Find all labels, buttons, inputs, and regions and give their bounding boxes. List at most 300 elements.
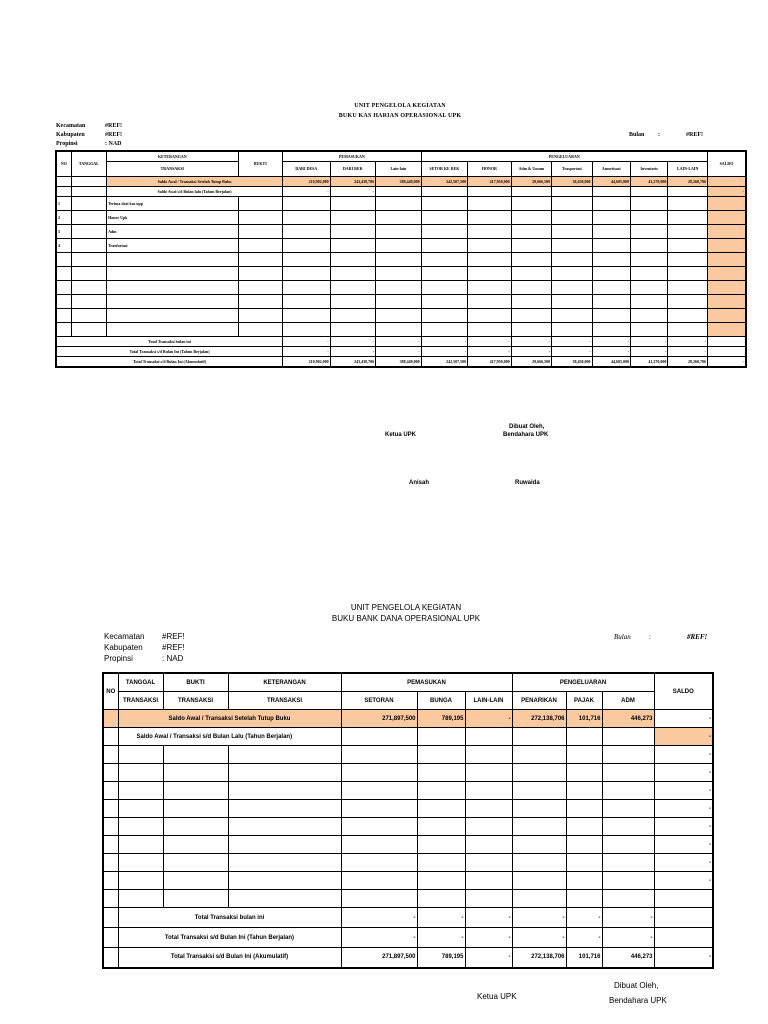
table-cell: [654, 928, 713, 948]
row-label: Adm: [107, 225, 239, 239]
table-cell: [376, 267, 422, 281]
table-cell: [566, 872, 602, 890]
table-cell: [341, 764, 417, 782]
total-bulan-row: [56, 337, 746, 347]
total2-tahun-row: [103, 928, 713, 948]
table-cell: [511, 239, 551, 253]
table-cell: [668, 295, 708, 309]
table-cell: [707, 309, 746, 323]
table-cell: [468, 197, 511, 211]
table-cell: -: [552, 337, 592, 347]
table-cell: [511, 225, 551, 239]
opening-value: 243,438,706: [330, 177, 376, 187]
table-cell: [118, 890, 163, 908]
hdr-col: SETOR KE REK: [421, 162, 468, 177]
opening-value: 242,507,500: [421, 177, 468, 187]
opening2-value: 789,195: [417, 710, 465, 728]
table-cell: [283, 295, 331, 309]
table-cell: [341, 818, 417, 836]
table-cell: [592, 309, 630, 323]
table-row: [56, 211, 746, 225]
table-cell: [376, 197, 422, 211]
table-cell: -: [707, 187, 746, 197]
table-cell: [163, 746, 228, 764]
table-cell: [376, 309, 422, 323]
table-cell: [630, 281, 667, 295]
table-cell: [512, 890, 566, 908]
table-row: [56, 225, 746, 239]
table-cell: [421, 323, 468, 337]
kas-harian-table: [55, 150, 747, 368]
opening-label: Saldo Awal / Transaksi Setelah Tutup Buku: [107, 177, 283, 187]
table-cell: [228, 800, 341, 818]
table-cell: [103, 948, 118, 968]
opening-row: [56, 177, 746, 187]
meta2-kabupaten-label: Kabupaten: [104, 643, 143, 652]
table-cell: -: [341, 928, 417, 948]
table-cell: [468, 295, 511, 309]
table-cell: [228, 818, 341, 836]
table-cell: [376, 281, 422, 295]
hdr-col: DARI DESA: [283, 162, 331, 177]
total2-tahun-label: Total Transaksi s/d Bulan Ini (Tahun Berjalan): [118, 928, 341, 948]
table-cell: -: [602, 928, 654, 948]
table-cell: [330, 309, 376, 323]
table-cell: [238, 239, 283, 253]
table-cell: [376, 323, 422, 337]
table-cell: [238, 281, 283, 295]
table-cell: [238, 267, 283, 281]
table-cell: [283, 267, 331, 281]
opening-value: 28,260,706: [668, 177, 708, 187]
table-cell: [707, 225, 746, 239]
table-cell: [552, 267, 592, 281]
table-row: [103, 746, 713, 764]
table-cell: [330, 281, 376, 295]
table-cell: -: [376, 337, 422, 347]
table-cell: [630, 225, 667, 239]
table-cell: -: [592, 347, 630, 357]
hdr-tanggal: TANGGAL: [71, 151, 106, 177]
table-cell: 3: [56, 225, 71, 239]
table-cell: [630, 197, 667, 211]
table-cell: 4: [56, 239, 71, 253]
table-cell: -: [511, 347, 551, 357]
meta2-propinsi-label: Propinsi: [104, 654, 133, 663]
table-cell: [71, 295, 106, 309]
table-cell: [421, 309, 468, 323]
table-cell: [341, 800, 417, 818]
table-cell: [468, 239, 511, 253]
table-cell: [71, 197, 106, 211]
table-cell: [103, 872, 118, 890]
table-cell: [118, 872, 163, 890]
table-row: [103, 800, 713, 818]
hdr2-keterangan: KETERANGAN: [228, 673, 341, 692]
table-cell: [238, 225, 283, 239]
table-cell: [602, 782, 654, 800]
table-cell: [163, 782, 228, 800]
table-cell: [511, 267, 551, 281]
table-cell: [103, 854, 118, 872]
opening2-value: -: [465, 710, 512, 728]
table-cell: -: [421, 337, 468, 347]
table-cell: [417, 854, 465, 872]
hdr2-col: LAIN-LAIN: [465, 692, 512, 710]
table-cell: [668, 239, 708, 253]
table-cell: [228, 872, 341, 890]
table-cell: 44,605,000: [592, 357, 630, 368]
hdr-pengeluaran: PENGELUARAN: [421, 151, 707, 162]
bank-table: [102, 672, 714, 969]
table-cell: [468, 211, 511, 225]
table-cell: [592, 225, 630, 239]
opening-value: 41,270,000: [630, 177, 667, 187]
table-cell: [566, 836, 602, 854]
table-cell: [668, 281, 708, 295]
table-cell: [71, 177, 106, 187]
hdr-saldo: SALDO: [707, 151, 746, 177]
table-cell: [707, 323, 746, 337]
total-bulan-label: Total Transaksi bulan ini: [56, 337, 283, 347]
table-cell: -: [654, 854, 713, 872]
total2-akumulatif-row: [103, 948, 713, 968]
table-cell: [421, 253, 468, 267]
meta-kecamatan-value: #REF!: [105, 123, 122, 129]
table-cell: [163, 836, 228, 854]
table-cell: [56, 253, 71, 267]
table-cell: -: [654, 710, 713, 728]
meta-kecamatan-label: Kecamatan: [56, 123, 86, 129]
table-cell: [602, 728, 654, 746]
table-cell: 41,270,000: [630, 357, 667, 368]
table-cell: -: [630, 337, 667, 347]
table-cell: -: [283, 187, 331, 197]
table-cell: -: [330, 337, 376, 347]
table-cell: [417, 728, 465, 746]
table-cell: [566, 746, 602, 764]
hdr2-pengeluaran: PENGELUARAN: [512, 673, 654, 692]
table-cell: [512, 854, 566, 872]
table-cell: 2: [56, 211, 71, 225]
table-cell: [468, 267, 511, 281]
table-cell: [283, 323, 331, 337]
hdr2-pemasukan: PEMASUKAN: [341, 673, 512, 692]
hdr2-col: PENARIKAN: [512, 692, 566, 710]
table-row: [103, 818, 713, 836]
table-cell: [465, 800, 512, 818]
meta2-kecamatan-value: #REF!: [162, 632, 185, 641]
table-cell: [552, 187, 592, 197]
table-cell: [602, 800, 654, 818]
hdr2-col: PAJAK: [566, 692, 602, 710]
table-row: [103, 872, 713, 890]
table-cell: [330, 295, 376, 309]
table-cell: -: [654, 872, 713, 890]
table-cell: [602, 746, 654, 764]
table-row: [103, 854, 713, 872]
table-cell: [592, 211, 630, 225]
table-cell: [163, 800, 228, 818]
table-cell: [341, 890, 417, 908]
table-cell: [512, 800, 566, 818]
table-cell: [512, 872, 566, 890]
table-cell: [238, 295, 283, 309]
table-cell: -: [654, 818, 713, 836]
table-cell: -: [465, 928, 512, 948]
hdr-keterangan: KETERANGAN: [107, 151, 239, 162]
table-cell: [552, 309, 592, 323]
table-cell: [511, 295, 551, 309]
table-cell: 789,195: [417, 948, 465, 968]
meta-kabupaten-label: Kabupaten: [56, 132, 85, 138]
hdr-col: Amortisasi: [592, 162, 630, 177]
sign2-ketua: Ketua UPK: [477, 992, 517, 1001]
table-cell: [103, 782, 118, 800]
table-cell: [417, 872, 465, 890]
opening2-row: [103, 710, 713, 728]
table-cell: [118, 746, 163, 764]
report1-subtitle: BUKU KAS HARIAN OPERASIONAL UPK: [338, 113, 462, 119]
table-cell: -: [283, 337, 331, 347]
table-cell: [512, 728, 566, 746]
table-cell: [552, 225, 592, 239]
table-cell: [668, 211, 708, 225]
table-cell: [707, 197, 746, 211]
table-cell: -: [707, 357, 746, 368]
opening2-value: 272,138,706: [512, 710, 566, 728]
table-cell: [71, 225, 106, 239]
table-cell: [707, 267, 746, 281]
table-cell: -: [512, 908, 566, 928]
opening2-value: 446,273: [602, 710, 654, 728]
table-cell: [465, 818, 512, 836]
table-cell: [376, 225, 422, 239]
table-cell: -: [376, 347, 422, 357]
table-cell: [512, 818, 566, 836]
table-cell: [341, 872, 417, 890]
total-akumulatif-label: Total Transaksi s/d Bulan Ini (Akumulatif): [56, 357, 283, 368]
table-cell: [56, 295, 71, 309]
table-cell: [566, 782, 602, 800]
table-cell: 101,716: [566, 948, 602, 968]
table-cell: [566, 890, 602, 908]
table-cell: [103, 818, 118, 836]
table-cell: [468, 187, 511, 197]
table-cell: [163, 764, 228, 782]
table-cell: [566, 764, 602, 782]
hdr2-col: BUNGA: [417, 692, 465, 710]
table-cell: 28,260,706: [668, 357, 708, 368]
table-cell: [668, 323, 708, 337]
sign1-dibuat: Dibuat Oleh,: [509, 424, 545, 430]
table-cell: [566, 818, 602, 836]
hdr2-col: SETORAN: [341, 692, 417, 710]
hdr-bukti: BUKTI: [238, 151, 283, 177]
table-cell: [421, 187, 468, 197]
hdr2-transaksi: TRANSAKSI: [228, 692, 341, 710]
table-cell: -: [654, 728, 713, 746]
table-cell: [107, 267, 239, 281]
table-cell: [56, 267, 71, 281]
table-cell: [465, 728, 512, 746]
table-cell: [511, 323, 551, 337]
meta2-kecamatan-label: Kecamatan: [104, 632, 145, 641]
table-cell: [417, 764, 465, 782]
hdr2-col: ADM: [602, 692, 654, 710]
bulan-colon: :: [658, 132, 660, 138]
sign2-dibuat: Dibuat Oleh,: [614, 981, 659, 990]
opening2-value: 101,716: [566, 710, 602, 728]
opening-value: 210,902,000: [283, 177, 331, 187]
table-cell: -: [654, 948, 713, 968]
total-tahun-row: [56, 347, 746, 357]
table-cell: [592, 197, 630, 211]
report2-title: UNIT PENGELOLA KEGIATAN: [350, 603, 462, 612]
table-cell: [707, 281, 746, 295]
table-cell: [511, 253, 551, 267]
table-cell: 417,950,000: [468, 357, 511, 368]
total2-akumulatif-label: Total Transaksi s/d Bulan Ini (Akumulatif): [118, 948, 341, 968]
hdr-col: Lain-lain: [376, 162, 422, 177]
table-cell: [103, 928, 118, 948]
table-cell: [552, 295, 592, 309]
table-cell: [118, 764, 163, 782]
table-cell: [552, 281, 592, 295]
table-cell: [511, 211, 551, 225]
table-cell: -: [654, 800, 713, 818]
table-cell: [118, 836, 163, 854]
table-cell: [103, 764, 118, 782]
opening2-value: 271,897,500: [341, 710, 417, 728]
table-row: [56, 239, 746, 253]
hdr2-tanggal: TANGGAL: [118, 673, 163, 692]
table-cell: [376, 295, 422, 309]
hdr-col: DARI REK: [330, 162, 376, 177]
table-cell: [56, 187, 71, 197]
table-cell: [468, 323, 511, 337]
hdr-col: LAIN-LAIN: [668, 162, 708, 177]
table-cell: -: [654, 764, 713, 782]
total-tahun-label: Total Transaksi s/d Bulan Ini (Tahun Berjalan): [56, 347, 283, 357]
hdr2-transaksi: TRANSAKSI: [163, 692, 228, 710]
table-cell: [103, 710, 118, 728]
table-cell: [602, 854, 654, 872]
row-label: Terima dari kas upp: [107, 197, 239, 211]
table-cell: -: [341, 908, 417, 928]
total-akumulatif-row: [56, 357, 746, 368]
report1-title: UNIT PENGELOLA KEGIATAN: [354, 103, 446, 109]
table-cell: [228, 782, 341, 800]
table-cell: [512, 746, 566, 764]
table-cell: [163, 854, 228, 872]
table-cell: [592, 239, 630, 253]
total2-bulan-label: Total Transaksi bulan ini: [118, 908, 341, 928]
table-cell: [417, 818, 465, 836]
table-cell: [417, 836, 465, 854]
bulan-value: #REF!: [686, 132, 703, 138]
table-cell: 1: [56, 197, 71, 211]
table-cell: [283, 211, 331, 225]
table-cell: [511, 309, 551, 323]
table-cell: -: [330, 187, 376, 197]
table-cell: [592, 281, 630, 295]
table-cell: [566, 728, 602, 746]
table-cell: [465, 782, 512, 800]
table-cell: [707, 253, 746, 267]
table-cell: [283, 281, 331, 295]
table-cell: 272,138,706: [512, 948, 566, 968]
total2-bulan-row: [103, 908, 713, 928]
table-cell: 446,273: [602, 948, 654, 968]
table-cell: [103, 890, 118, 908]
opening2-label: Saldo Awal / Transaksi Setelah Tutup Buku: [118, 710, 341, 728]
opening-value: 29,666,500: [511, 177, 551, 187]
table-cell: [707, 211, 746, 225]
hdr-col: HONOR: [468, 162, 511, 177]
table-cell: [163, 818, 228, 836]
table-cell: -: [654, 746, 713, 764]
table-cell: [228, 836, 341, 854]
table-cell: -: [512, 928, 566, 948]
table-row: [103, 782, 713, 800]
table-cell: [592, 187, 630, 197]
table-cell: [283, 239, 331, 253]
bulan-label: Bulan: [629, 132, 645, 138]
table-cell: [417, 746, 465, 764]
table-cell: [465, 854, 512, 872]
table-cell: [668, 267, 708, 281]
saldo-awal-row: [56, 187, 746, 197]
table-cell: [238, 323, 283, 337]
hdr-transaksi: TRANSAKSI: [107, 162, 239, 177]
opening-value: 417,950,000: [468, 177, 511, 187]
table-cell: [341, 836, 417, 854]
table-cell: [602, 818, 654, 836]
hdr-col: Inventaris: [630, 162, 667, 177]
table-cell: -: [417, 908, 465, 928]
table-cell: [421, 211, 468, 225]
table-cell: [330, 323, 376, 337]
table-cell: [468, 309, 511, 323]
table-cell: [654, 908, 713, 928]
saldo-awal-label: Saldo Awal s/d Bulan lalu (Tahun Berjalan): [107, 187, 283, 197]
table-cell: -: [468, 337, 511, 347]
table-cell: -: [417, 928, 465, 948]
sign1-name1: Anisah: [409, 480, 430, 486]
saldo-awal2-label: Saldo Awal / Transaksi s/d Bulan Lalu (Tahun Berjalan): [118, 728, 341, 746]
table-cell: [341, 746, 417, 764]
table-cell: [107, 281, 239, 295]
table-cell: [56, 177, 71, 187]
table-cell: [71, 267, 106, 281]
table-cell: [630, 187, 667, 197]
table-cell: -: [465, 948, 512, 968]
hdr-col: Trasportasi: [552, 162, 592, 177]
table-cell: -: [602, 908, 654, 928]
table-cell: -: [654, 782, 713, 800]
table-cell: [71, 309, 106, 323]
table-cell: [602, 764, 654, 782]
table-cell: [592, 253, 630, 267]
table-cell: 271,897,500: [341, 948, 417, 968]
meta2-kabupaten-value: #REF!: [162, 643, 185, 652]
table-row: [56, 197, 746, 211]
table-cell: [71, 187, 106, 197]
table-cell: [341, 782, 417, 800]
table-cell: [118, 854, 163, 872]
table-cell: [107, 253, 239, 267]
